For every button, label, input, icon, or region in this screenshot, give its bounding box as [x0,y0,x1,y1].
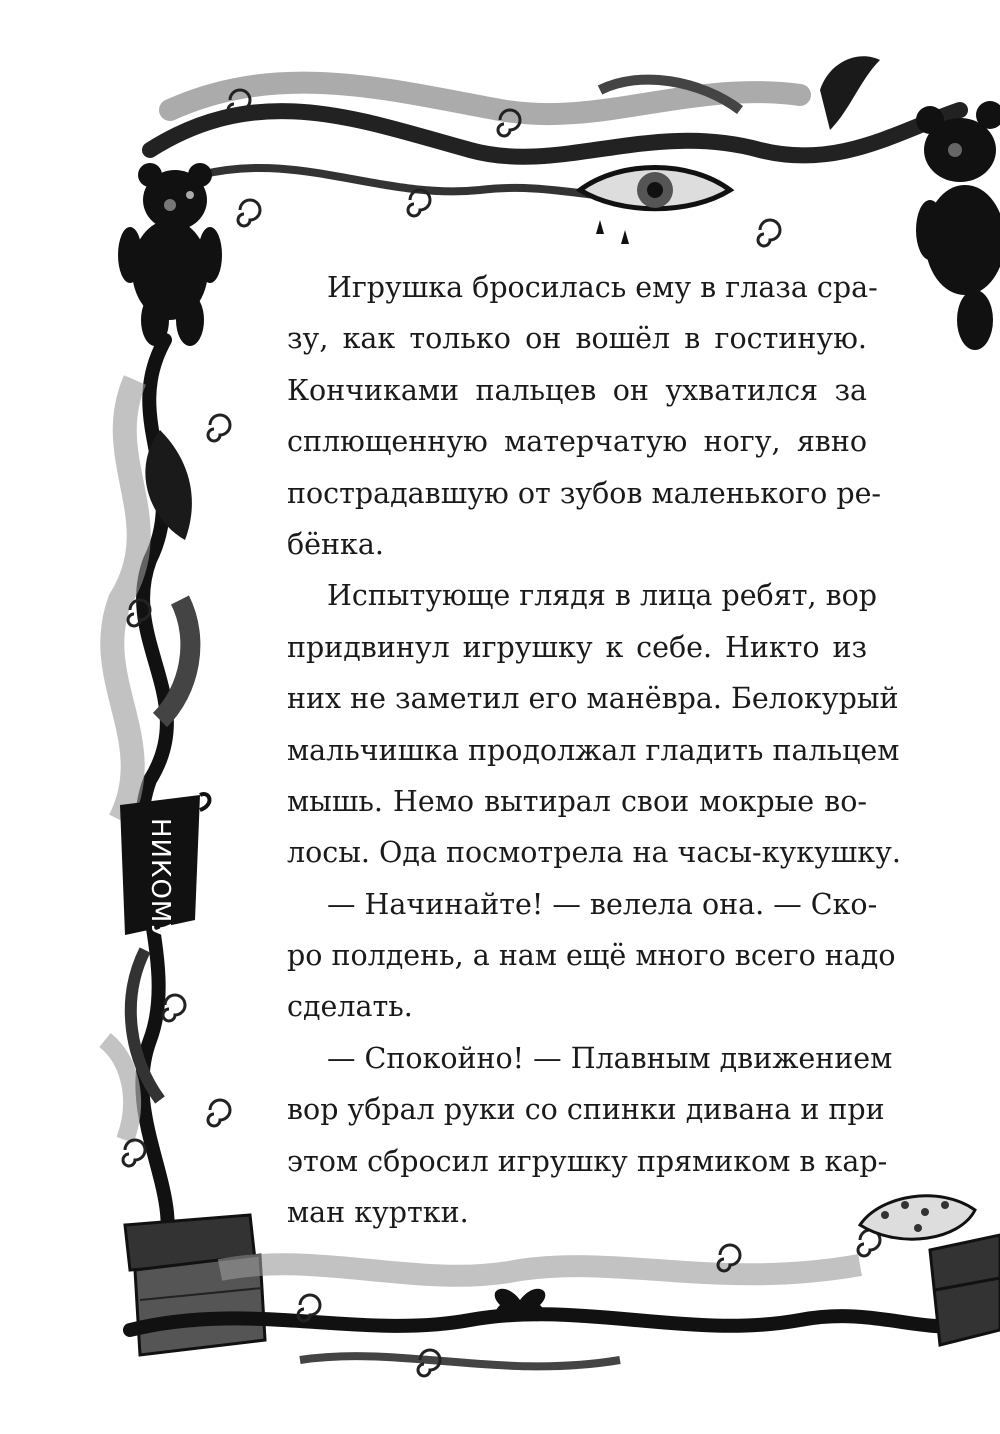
paragraph-1 [287,262,882,570]
banner-text: НИКОМУ [145,818,175,941]
paragraph-3 [287,879,896,1033]
treasure-chest-right-drawing [930,1235,1000,1345]
text-line: пострадавшую от зубов маленького ре- [287,476,882,510]
paragraph-4 [287,1033,893,1239]
text-line: — Начинайте! — велела она. — Ско- [327,887,878,921]
text-line: мальчишка продолжал гладить пальцем [287,733,900,767]
treasure-chest-left-drawing [125,1215,265,1355]
paragraph-2 [287,570,901,878]
text-line: — Спокойно! — Плавным движением [327,1041,893,1075]
text-line: Испытующе глядя в лица ребят, вор [327,579,878,613]
text-line: придвинул игрушку к себе. Никто из [287,630,867,664]
text-line: лосы. Ода посмотрела на часы-кукушку. [287,836,901,870]
text-line: ро полдень, а нам ещё много всего надо [287,939,896,973]
text-line: ман куртки. [287,1196,469,1230]
top-vine-border [150,56,960,199]
teddy-bear-left-drawing [118,163,222,346]
text-line: Игрушка бросилась ему в глаза сра- [327,271,878,304]
text-line: сделать. [287,990,413,1024]
text-line: зу, как только он вошёл в гостиную. [287,322,867,356]
banner-scroll [120,794,209,940]
text-line: мышь. Немо вытирал свои мокрые во- [287,784,867,818]
story-text [287,262,901,1238]
text-line: бёнка. [287,527,384,561]
text-line: этом сбросил игрушку прямиком в кар- [287,1144,888,1178]
dotted-cloth-drawing [860,1196,975,1239]
text-line: вор убрал руки со спинки дивана и при [287,1093,885,1127]
text-line: сплющенную матерчатую ногу, явно [287,425,867,459]
text-line: Кончиками пальцев он ухватился за [287,373,867,407]
eye-drawing [580,168,730,245]
text-line: них не заметил его манёвра. Белокурый [287,682,899,716]
teddy-bear-right-drawing [916,101,1000,350]
